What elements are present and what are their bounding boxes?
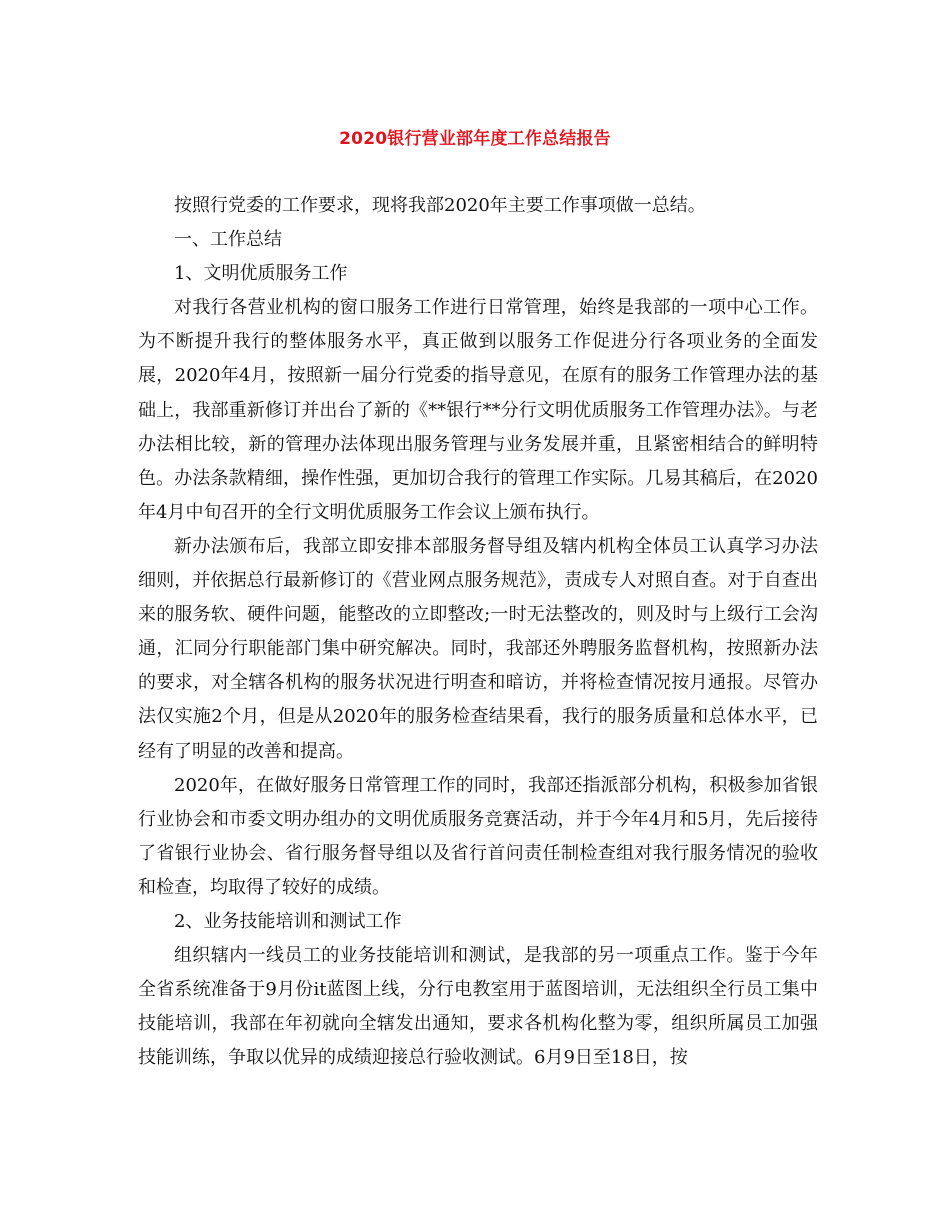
paragraph-training: 组织辖内一线员工的业务技能培训和测试，是我部的另一项重点工作。鉴于今年全省系统准备于9月份it蓝图上线，分行电教室用于蓝图培训，无法组织全行员工集中技能培训，我部在年初就向全辖发出通知，要求各机构化整为零，组织所属员工加强技能训练，争取以优异的成绩迎接总行验收测试。6月9日至18日，按 xyxy=(138,945,818,1069)
heading-work-summary: 一、工作总结 xyxy=(174,229,282,251)
document-title: 2020银行营业部年度工作总结报告 xyxy=(339,129,611,149)
paragraph-new-rules: 新办法颁布后，我部立即安排本部服务督导组及辖内机构全体员工认真学习办法细则，并依据总行最新修订的《营业网点服务规范》，责成专人对照自查。对于自查出来的服务软、硬件问题，能整改的立即整改;一时无法整改的，则及时与上级行工会沟通，汇同分行职能部门集中研究解决。同时，我部还外聘服务监督机构，按照新办法的要求，对全辖各机构的服务状况进行明查和暗访，并将检查情况按月通报。尽管办法仅实施2个月，但是从2020年的服务检查结果看，我行的服务质量和总体水平，已经有了明显的改善和提高。 xyxy=(138,535,818,762)
paragraph-service-management: 对我行各营业机构的窗口服务工作进行日常管理，始终是我部的一项中心工作。为不断提升我行的整体服务水平，真正做到以服务工作促进分行各项业务的全面发展，2020年4月，按照新一届分行党委的指导意见，在原有的服务工作管理办法的基础上，我部重新修订并出台了新的《**银行**分行文明优质服务工作管理办法》。与老办法相比较，新的管理办法体现出服务管理与业务发展并重，且紧密相结合的鲜明特色。办法条款精细，操作性强，更加切合我行的管理工作实际。几易其稿后，在2020年4月中旬召开的全行文明优质服务工作会议上颁布执行。 xyxy=(138,297,818,523)
heading-skills-training: 2、业务技能培训和测试工作 xyxy=(174,910,402,932)
paragraph-competition: 2020年，在做好服务日常管理工作的同时，我部还指派部分机构，积极参加省银行业协会和市委文明办组办的文明优质服务竞赛活动，并于今年4月和5月，先后接待了省银行业协会、省行服务督导组以及省行首问责任制检查组对我行服务情况的验收和检查，均取得了较好的成绩。 xyxy=(138,774,818,898)
heading-service-work: 1、文明优质服务工作 xyxy=(174,263,348,285)
paragraph-intro: 按照行党委的工作要求，现将我部2020年主要工作事项做一总结。 xyxy=(174,195,706,216)
document-body xyxy=(138,189,818,1075)
